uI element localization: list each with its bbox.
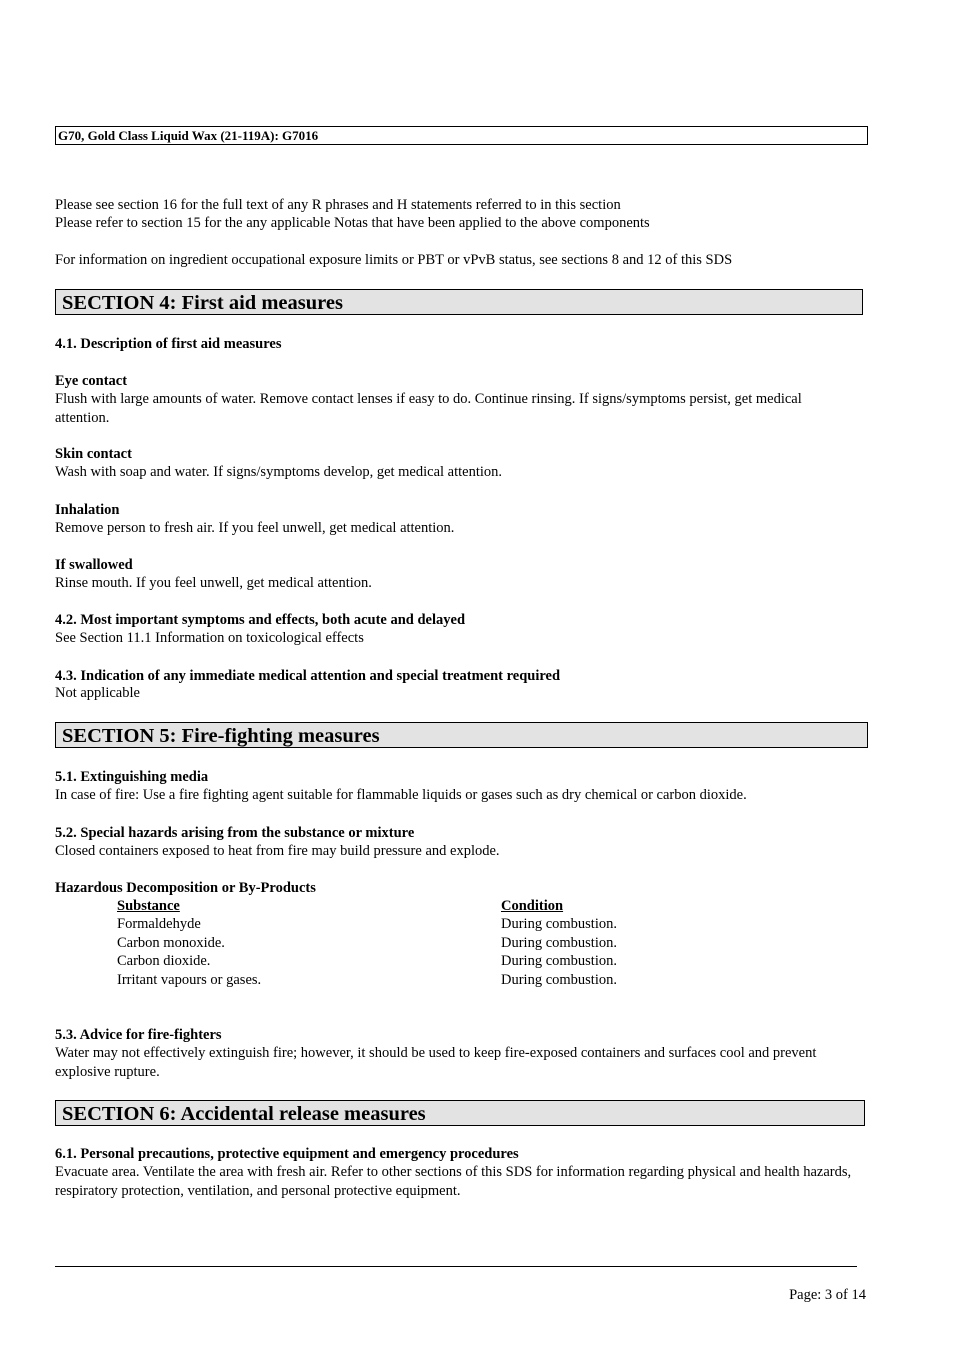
document-header: G70, Gold Class Liquid Wax (21-119A): G7016 [55,126,868,145]
s61-text: Evacuate area. Ventilate the area with fresh air. Refer to other sections of this SDS for information regarding physical and health hazards, respiratory protection, ventilation, and personal protective equipment. [55,1164,852,1199]
note-section15: Please refer to section 15 for the any applicable Notas that have been applied to the above components [55,215,650,231]
s42-title: 4.2. Most important symptoms and effects, both acute and delayed [55,612,466,628]
s42-text: See Section 11.1 Information on toxicological effects [55,630,364,646]
table-cell-substance: Formaldehyde [117,916,201,932]
table-cell-condition: During combustion. [501,953,617,969]
page-number: Page: 3 of 14 [789,1287,866,1303]
section-4-title: SECTION 4: First aid measures [55,289,863,315]
table-cell-substance: Irritant vapours or gases. [117,972,262,988]
s53-text: Water may not effectively extinguish fire; however, it should be used to keep fire-exposed containers and surfaces cool and prevent explosive rupture. [55,1045,817,1080]
skin-contact-title: Skin contact [55,446,132,462]
table-cell-condition: During combustion. [501,935,617,951]
table-cell-substance: Carbon monoxide. [117,935,225,951]
swallowed-text: Rinse mouth. If you feel unwell, get medical attention. [55,575,372,591]
s52-title: 5.2. Special hazards arising from the substance or mixture [55,825,415,841]
footer-rule [55,1266,857,1267]
hazard-title: Hazardous Decomposition or By-Products [55,880,316,896]
table-cell-condition: During combustion. [501,916,617,932]
section-6-title: SECTION 6: Accidental release measures [55,1100,865,1126]
inhalation-title: Inhalation [55,502,120,518]
swallowed-title: If swallowed [55,557,133,573]
s51-text: In case of fire: Use a fire fighting agent suitable for flammable liquids or gases such as dry chemical or carbon dioxide. [55,787,747,803]
section-5-title: SECTION 5: Fire-fighting measures [55,722,868,748]
s53-title: 5.3. Advice for fire-fighters [55,1027,222,1043]
note-exposure-limits: For information on ingredient occupational exposure limits or PBT or vPvB status, see sections 8 and 12 of this SDS [55,252,733,268]
eye-contact-text: Flush with large amounts of water. Remove contact lenses if easy to do. Continue rinsing. If signs/symptoms persist, get medical attention. [55,391,802,426]
table-header-substance: Substance [117,898,180,914]
eye-contact-title: Eye contact [55,373,128,389]
note-section16: Please see section 16 for the full text of any R phrases and H statements referred to in this section [55,197,621,213]
s41-title: 4.1. Description of first aid measures [55,336,282,352]
s51-title: 5.1. Extinguishing media [55,769,209,785]
table-cell-substance: Carbon dioxide. [117,953,211,969]
s61-title: 6.1. Personal precautions, protective equipment and emergency procedures [55,1146,519,1162]
s52-text: Closed containers exposed to heat from fire may build pressure and explode. [55,843,500,859]
s43-text: Not applicable [55,685,140,701]
s43-title: 4.3. Indication of any immediate medical attention and special treatment required [55,668,561,684]
skin-contact-text: Wash with soap and water. If signs/symptoms develop, get medical attention. [55,464,503,480]
inhalation-text: Remove person to fresh air. If you feel unwell, get medical attention. [55,520,455,536]
table-cell-condition: During combustion. [501,972,617,988]
table-header-condition: Condition [501,898,564,914]
